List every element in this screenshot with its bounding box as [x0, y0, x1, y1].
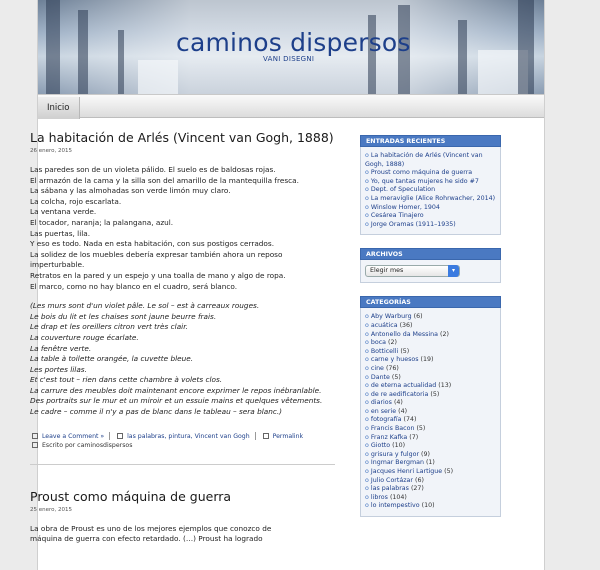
category-label[interactable]: Franz Kafka	[370, 433, 410, 441]
category-label[interactable]: Giotto	[370, 442, 393, 450]
post-text-es	[30, 165, 335, 292]
category-link[interactable]	[365, 425, 496, 434]
category-count: (19)	[420, 356, 434, 364]
recent-post-link[interactable]: o La meraviglie (Alice Rohrwacher, 2014)	[365, 195, 496, 204]
post-text-line: Retratos en la pared y un espejo y una toalla de mano y algo de ropa.	[30, 270, 286, 280]
post-text-line: Et c'est tout – rien dans cette chambre à volets clos.	[30, 375, 223, 385]
category-count: (5)	[416, 425, 426, 433]
post-text-line: máquina de guerra con efecto retardado. (…) Proust ha logrado	[30, 534, 263, 544]
widget-heading: ENTRADAS RECIENTES	[360, 135, 501, 147]
category-link[interactable]	[365, 399, 496, 408]
category-count: (6)	[413, 313, 423, 321]
post-text-line: Le cadre – comme il n'y a pas de blanc dans le tableau – sera blanc.)	[30, 407, 283, 417]
recent-post-link[interactable]: o Winslow Homer, 1904	[365, 204, 496, 213]
post-text-line: Des portraits sur le mur et un miroir et un essuie mains et quelques vêtements.	[30, 396, 323, 406]
category-link[interactable]	[365, 468, 496, 477]
recent-post-link[interactable]: o La habitación de Arlés (Vincent van Gogh, 1888)	[365, 152, 496, 169]
post-divider	[30, 464, 335, 465]
author-icon	[32, 442, 38, 448]
category-count: (7)	[409, 433, 419, 441]
post-text-line: El armazón de la cama y la silla son del amarillo de la mantequilla fresca.	[30, 175, 299, 185]
category-label[interactable]: Jacques Henri Lartigue	[370, 468, 445, 476]
category-label[interactable]: cine	[370, 364, 386, 372]
category-label[interactable]: carne y huesos	[370, 356, 421, 364]
post-text-line: La sábana y las almohadas son verde limón muy claro.	[30, 186, 231, 196]
post-tags-links[interactable]: las palabras, pintura, Vincent van Gogh	[127, 432, 250, 440]
nav-item-inicio[interactable]: Inicio	[38, 97, 80, 119]
category-link[interactable]	[365, 365, 496, 374]
category-count: (10)	[392, 442, 406, 450]
category-link[interactable]	[365, 434, 496, 443]
category-link[interactable]	[365, 459, 496, 468]
category-link[interactable]	[365, 339, 496, 348]
category-link[interactable]	[365, 322, 496, 331]
recent-posts-widget	[360, 135, 501, 235]
archive-select-value: Elegir mes	[370, 267, 404, 275]
category-link[interactable]	[365, 374, 496, 383]
category-label[interactable]: las palabras	[370, 485, 411, 493]
post-text-line: El tocador, naranja; la palangana, azul.	[30, 217, 174, 227]
post-text-line: Les portes lilas.	[30, 364, 87, 374]
category-count: (2)	[440, 330, 449, 338]
main-nav	[38, 94, 544, 118]
post-title[interactable]: La habitación de Arlés (Vincent van Gogh, 1888)	[30, 130, 334, 145]
meta-separator	[109, 432, 110, 440]
category-label[interactable]: Antonello da Messina	[370, 330, 441, 338]
category-label[interactable]: grisura y fulgor	[370, 450, 422, 458]
post-text-line: Las puertas, lila.	[30, 228, 91, 238]
post-text-line: La colcha, rojo escarlata.	[30, 196, 122, 206]
post-text-line: Y eso es todo. Nada en esta habitación, con sus postigos cerrados.	[30, 239, 275, 249]
category-count: (27)	[410, 485, 424, 493]
comment-icon	[32, 433, 38, 439]
category-label[interactable]: boca	[370, 339, 389, 347]
category-count: (5)	[444, 468, 454, 476]
category-count: (36)	[399, 321, 413, 329]
post-body	[30, 524, 335, 545]
site-header	[38, 0, 544, 94]
site-title[interactable]: caminos dispersos	[176, 28, 411, 57]
category-label[interactable]: Dante	[370, 373, 392, 381]
category-count: (2)	[388, 339, 397, 347]
category-link[interactable]	[365, 313, 496, 322]
category-link[interactable]	[365, 502, 496, 511]
category-label[interactable]: acuática	[370, 321, 400, 329]
post-text-line: La fenêtre verte.	[30, 343, 92, 353]
post-title[interactable]: Proust como máquina de guerra	[30, 488, 232, 504]
category-link[interactable]	[365, 477, 496, 486]
recent-post-link[interactable]: o Proust como máquina de guerra	[365, 169, 496, 178]
archives-widget	[360, 248, 501, 283]
post-text-line: La couverture rouge écarlate.	[30, 332, 139, 342]
post	[30, 489, 335, 545]
category-link[interactable]	[365, 494, 496, 503]
category-link[interactable]	[365, 442, 496, 451]
category-label[interactable]: Botticelli	[370, 347, 401, 355]
recent-post-link[interactable]: o Yo, que tantas mujeres he sido #7	[365, 178, 496, 187]
main-content	[30, 130, 335, 545]
category-count: (4)	[398, 407, 408, 415]
post-text-line: La solidez de los muebles debería expresar también ahora un reposo imperturbable.	[30, 249, 283, 270]
post-text-line: El marco, como no hay blanco en el cuadro, será blanco.	[30, 281, 238, 291]
recent-post-link[interactable]: o Jorge Oramas (1911–1935)	[365, 221, 496, 230]
category-count: (4)	[393, 399, 403, 407]
site-tagline: VANI DISEGNI	[263, 55, 315, 63]
post-text-line: Le bois du lit et les chaises sont jaune beurre frais.	[30, 311, 217, 321]
category-link[interactable]	[365, 356, 496, 365]
widget-heading: ARCHIVOS	[360, 248, 501, 260]
post-date: 25 enero, 2015	[30, 506, 72, 513]
category-label[interactable]: diarios	[370, 399, 394, 407]
category-count: (5)	[400, 347, 410, 355]
category-link[interactable]	[365, 485, 496, 494]
category-count: (1)	[425, 459, 435, 467]
post-body	[30, 165, 335, 418]
archive-month-select[interactable]	[365, 265, 460, 277]
category-count: (10)	[421, 502, 435, 510]
tag-icon	[117, 433, 123, 439]
chevron-down-icon: ▾	[448, 265, 459, 277]
category-label[interactable]: de eterna actualidad	[370, 382, 439, 390]
post-text-fr	[30, 301, 335, 418]
category-label[interactable]: Ingmar Bergman	[370, 459, 426, 467]
category-count: (5)	[391, 373, 401, 381]
category-count: (13)	[438, 382, 452, 390]
post-text-line: La ventana verde.	[30, 207, 97, 217]
category-label[interactable]: Julio Cortázar	[370, 476, 415, 484]
recent-posts-list	[360, 147, 501, 235]
post-text-line: Le drap et les oreillers citron vert très clair.	[30, 322, 188, 332]
sidebar	[360, 135, 501, 530]
post	[30, 130, 335, 465]
category-label[interactable]: lo intempestivo	[370, 502, 422, 510]
category-count: (9)	[421, 450, 430, 458]
category-label[interactable]: Aby Warburg	[370, 313, 414, 321]
category-count: (5)	[430, 390, 440, 398]
category-link[interactable]	[365, 348, 496, 357]
categories-widget	[360, 296, 501, 517]
category-count: (104)	[389, 493, 407, 501]
leave-comment-link[interactable]: Leave a Comment »	[41, 432, 105, 440]
category-link[interactable]	[365, 451, 496, 460]
category-label[interactable]: en serie	[370, 407, 399, 415]
category-label[interactable]: fotografía	[370, 416, 404, 424]
categories-list	[360, 308, 501, 517]
post-text-line: (Les murs sont d'un violet pâle. Le sol – est à carreaux rouges.	[30, 301, 260, 311]
permalink-link[interactable]: Permalink	[272, 432, 304, 440]
post-meta	[30, 432, 335, 450]
category-link[interactable]	[365, 391, 496, 400]
post-text-line: La obra de Proust es uno de los mejores ejemplos que conozco de	[30, 523, 272, 533]
category-label[interactable]: de re aedificatoria	[370, 390, 431, 398]
recent-post-link[interactable]: o Dept. of Speculation	[365, 186, 496, 195]
category-link[interactable]	[365, 331, 496, 340]
post-text-line: Las paredes son de un violeta pálido. El suelo es de baldosas rojas.	[30, 165, 276, 174]
category-label[interactable]: Francis Bacon	[370, 425, 417, 433]
recent-post-link[interactable]: o Cesárea Tinajero	[365, 212, 496, 221]
category-link[interactable]	[365, 416, 496, 425]
widget-heading: CATEGORÍAS	[360, 296, 501, 308]
category-count: (74)	[403, 416, 417, 424]
post-text-line: La table à toilette orangée, la cuvette bleue.	[30, 354, 194, 364]
category-count: (76)	[385, 364, 399, 372]
category-link[interactable]	[365, 382, 496, 391]
meta-separator	[255, 432, 256, 440]
post-text-line: La carrure des meubles doit maintenant encore exprimer le repos inébranlable.	[30, 385, 322, 395]
post-author: Escrito por caminosdispersos	[41, 441, 133, 449]
archives-body	[360, 260, 501, 283]
category-count: (6)	[414, 476, 424, 484]
category-label[interactable]: libros	[370, 493, 390, 501]
permalink-icon	[263, 433, 269, 439]
post-date: 26 enero, 2015	[30, 148, 72, 154]
